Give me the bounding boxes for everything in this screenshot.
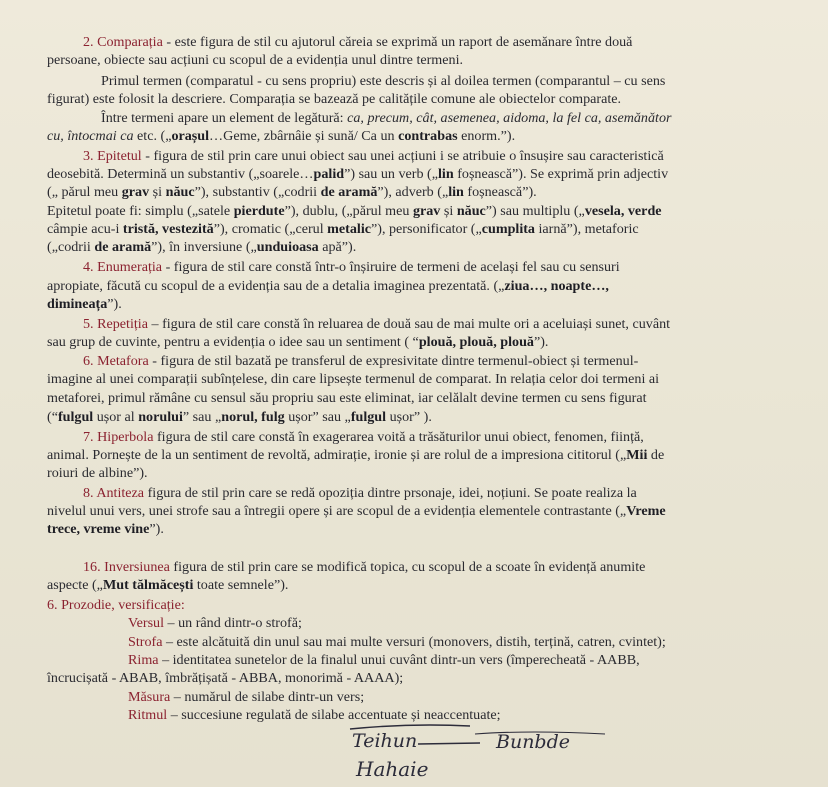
comparatia-line-2: persoane, obiecte sau acțiuni cu scopul de a evidenția unul dintre termeni. [47,52,464,68]
epitetul-heading: 3. Epitetul [83,148,142,164]
epitetul-line-6: („codrii de aramă”), în inversiune („unduioasa apă”). [47,239,357,255]
antiteza-line-2: nivelul unui vers, unei strofe sau a întregii opere și are scopul de a evidenția elementele contrastante („Vreme [47,503,666,519]
prozodie-heading: 6. Prozodie, versificație: [47,597,185,613]
antiteza-line-1: 8. Antiteza figura de stil prin care se redă opoziția dintre prsonaje, idei, noțiuni. Se poate realiza la [83,485,637,501]
enumeratia-line-3: dimineața”). [47,296,122,312]
epitetul-line-1: 3. Epitetul - figura de stil prin care unui obiect sau unei acțiuni i se atribuie o însușire sau caracteristică [83,148,664,164]
hiperbola-line-2: animal. Pornește de la un sentiment de revoltă, admirație, ironie și are rolul de a impresiona cititorul („Mii de [47,447,665,463]
antiteza-heading: 8. Antiteza [83,485,145,501]
handwriting-word-1: Teihun [352,730,418,752]
comparatia-line-4: figurat) este folosit la descriere. Comparația se bazează pe calitățile comune ale obiectelor comparate. [47,91,622,107]
inversiunea-heading: 16. Inversiunea [83,559,170,575]
inversiunea-line-1: 16. Inversiunea figura de stil prin care se modifică topica, cu scopul de a scoate în evidență anumite [83,559,646,575]
metafora-heading: 6. Metafora [83,353,149,369]
antiteza-line-3: trece, vreme vine”). [47,521,164,537]
handwriting-word-3: Hahaie [356,757,429,781]
metafora-line-3: metaforei, primul rămâne cu sensul său propriu sau este eliminat, iar celălalt devine termen cu sens figurat [47,390,647,406]
prozodie-strofa: Strofa – este alcătuită din unul sau mai multe versuri (monovers, distih, terțină, catren, cvintet); [128,634,666,650]
comparatia-line-3: Primul termen (comparatul - cu sens propriu) este descris și al doilea termen (comparantul – cu sens [101,73,666,89]
prozodie-versul: Versul – un rând dintr-o strofă; [128,615,302,631]
enumeratia-heading: 4. Enumerația [83,259,163,275]
metafora-line-1: 6. Metafora - figura de stil bazată pe transferul de expresivitate dintre termenul-obiect și termenul- [83,353,639,369]
repetitia-line-1: 5. Repetiția – figura de stil care constă în reluarea de două sau de mai multe ori a aceluiași sunet, cuvânt [83,316,671,332]
enumeratia-line-1: 4. Enumerația - figura de stil care constă într-o înșiruire de termeni de același fel sau cu sensuri [83,259,620,275]
prozodie-masura: Măsura – numărul de silabe dintr-un vers; [128,689,365,705]
epitetul-line-4: Epitetul poate fi: simplu („satele pierdute”), dublu, („părul meu grav și năuc”) sau multiplu („vesela, verde [47,203,662,219]
enumeratia-line-2: apropiate, făcută cu scopul de a evidenția sau de a detalia imaginea prezentată. („ziua…, noapte…, [47,278,609,294]
prozodie-heading-line [47,596,828,614]
comparatia-heading: 2. Comparația [83,34,163,50]
epitetul-line-5: câmpie acu-i tristă, vestezită”), cromatic („cerul metalic”), personificator („cumplita iarnă”), metaforic [47,221,639,237]
metafora-line-4: (“fulgul ușor al norului” sau „norul, fulg ușor” sau „fulgul ușor” ). [47,409,432,425]
hiperbola-line-3: roiuri de albine”). [47,465,148,481]
repetitia-heading: 5. Repetiția [83,316,148,332]
repetitia-line-2: sau grup de cuvinte, pentru a evidenția o idee sau un sentiment ( “plouă, plouă, plouă”). [47,334,549,350]
comparatia-line-1: 2. Comparația - este figura de stil cu ajutorul căreia se exprimă un raport de asemănare între două [83,34,633,50]
prozodie-rima: Rima – identitatea sunetelor de la finalul unui cuvânt dintr-un vers (împerecheată - AABB, [128,652,640,668]
hiperbola-heading: 7. Hiperbola [83,429,154,445]
inversiunea-line-2: aspecte („Mut tălmăcești toate semnele”). [47,577,289,593]
handwriting-word-2: Bunbde [496,731,571,753]
epitetul-line-2: deosebită. Determină un substantiv („soarele…palid”) sau un verb („lin foșnească”). Se exprimă prin adjectiv [47,166,669,182]
comparatia-line-6: cu, întocmai ca etc. („orașul…Geme, zbârnâie și sună/ Ca un contrabas enorm.”). [47,128,516,144]
prozodie-rima-cont: încrucișată - ABAB, îmbrățișată - ABBA, monorimă - AAAA); [47,670,404,686]
comparatia-line-5: Între termeni apare un element de legătură: ca, precum, cât, asemenea, aidoma, la fel ca, asemănător [101,110,672,126]
metafora-line-2: imagine al unei comparații subînțelese, din care lipsește termenul de comparat. In relația celor doi termeni ai [47,371,660,387]
prozodie-ritmul: Ritmul – succesiune regulată de silabe accentuate și neaccentuate; [128,707,501,723]
hiperbola-line-1: 7. Hiperbola figura de stil care constă în exagerarea voită a trăsăturilor unui obiect, fenomen, ființă, [83,429,644,445]
epitetul-line-3: („ părul meu grav și năuc”), substantiv („codrii de aramă”), adverb („lin foșnească”). [47,184,537,200]
